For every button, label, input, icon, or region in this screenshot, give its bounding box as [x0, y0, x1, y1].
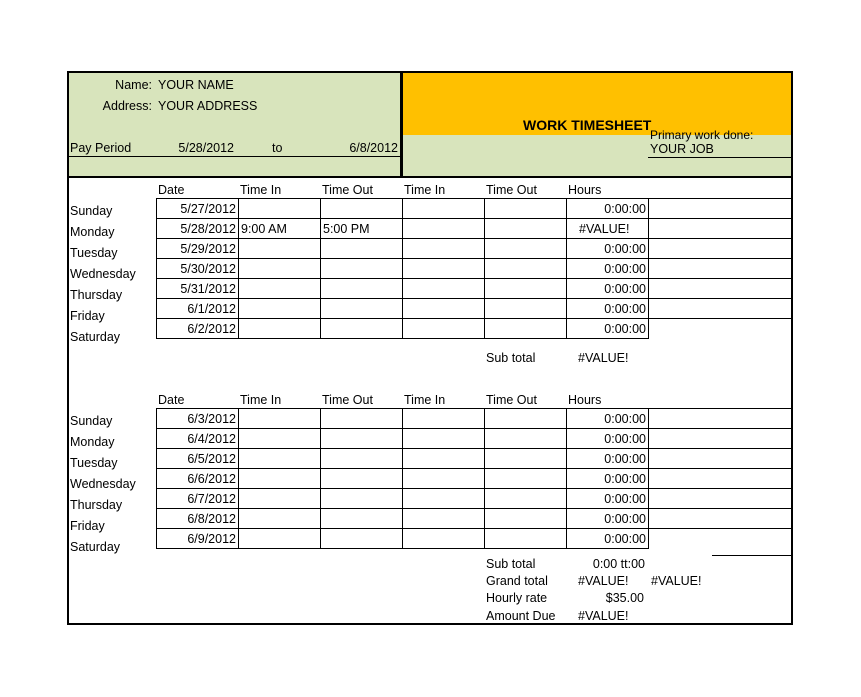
- pay-period-label: Pay Period: [70, 141, 132, 155]
- notes-cell[interactable]: [649, 259, 792, 279]
- notes-cell[interactable]: [649, 409, 792, 429]
- name-label: Name:: [115, 78, 152, 92]
- date-cell[interactable]: 6/5/2012: [157, 449, 239, 469]
- hours-cell[interactable]: 0:00:00: [567, 409, 649, 429]
- time-in-2-cell[interactable]: [403, 259, 485, 279]
- grand-total-value: #VALUE!: [578, 574, 629, 588]
- time-in-cell[interactable]: [239, 259, 321, 279]
- hours-cell[interactable]: 0:00:00: [567, 239, 649, 259]
- hours-cell[interactable]: 0:00:00: [567, 529, 649, 549]
- table-row: [157, 409, 792, 429]
- date-cell[interactable]: 6/3/2012: [157, 409, 239, 429]
- hours-cell[interactable]: 0:00:00: [567, 469, 649, 489]
- hourly-rate-value[interactable]: $35.00: [605, 591, 644, 605]
- time-out-2-cell[interactable]: [485, 489, 567, 509]
- table-row: [157, 449, 792, 469]
- time-out-2-cell[interactable]: [485, 239, 567, 259]
- time-in-cell[interactable]: [239, 489, 321, 509]
- pay-period-end[interactable]: 6/8/2012: [349, 141, 398, 155]
- grand-total-extra: #VALUE!: [651, 574, 702, 588]
- date-cell[interactable]: 5/28/2012: [157, 219, 239, 239]
- hours-cell[interactable]: 0:00:00: [567, 429, 649, 449]
- week1-table: [156, 198, 792, 339]
- hours-cell[interactable]: 0:00:00: [567, 319, 649, 339]
- day-label: Wednesday: [70, 267, 136, 281]
- hours-cell[interactable]: 0:00:00: [567, 279, 649, 299]
- row-rule: [712, 555, 791, 556]
- time-out-2-cell[interactable]: [485, 219, 567, 239]
- time-out-cell[interactable]: [321, 449, 403, 469]
- notes-cell[interactable]: [649, 199, 792, 219]
- day-label: Sunday: [70, 204, 113, 218]
- col-hours-header: Hours: [568, 183, 602, 197]
- hours-cell[interactable]: #VALUE!: [567, 219, 649, 239]
- time-out-cell[interactable]: [321, 259, 403, 279]
- notes-cell[interactable]: [649, 509, 792, 529]
- table-row: [157, 489, 792, 509]
- hourly-rate-label: Hourly rate: [486, 591, 548, 605]
- address-field[interactable]: YOUR ADDRESS: [158, 99, 258, 113]
- col-time-in-header: Time In: [240, 183, 282, 197]
- day-label: Monday: [70, 435, 115, 449]
- time-in-2-cell[interactable]: [403, 529, 485, 549]
- col-time-out-2-header: Time Out: [486, 183, 537, 197]
- time-in-2-cell[interactable]: [403, 299, 485, 319]
- hours-cell[interactable]: 0:00:00: [567, 299, 649, 319]
- hours-cell[interactable]: 0:00:00: [567, 259, 649, 279]
- table-row: [157, 469, 792, 489]
- col-time-in-header: Time In: [240, 393, 282, 407]
- time-out-2-cell[interactable]: [485, 279, 567, 299]
- date-cell[interactable]: 5/27/2012: [157, 199, 239, 219]
- hours-cell[interactable]: 0:00:00: [567, 489, 649, 509]
- time-out-2-cell[interactable]: [485, 469, 567, 489]
- table-row: [157, 319, 792, 339]
- day-label: Saturday: [70, 330, 121, 344]
- notes-cell[interactable]: [649, 489, 792, 509]
- amount-due-value: #VALUE!: [578, 609, 629, 623]
- notes-cell[interactable]: [649, 279, 792, 299]
- hours-cell[interactable]: 0:00:00: [567, 449, 649, 469]
- time-in-cell[interactable]: [239, 319, 321, 339]
- week2-table: [156, 408, 792, 549]
- date-cell[interactable]: 5/29/2012: [157, 239, 239, 259]
- time-out-cell[interactable]: [321, 239, 403, 259]
- date-cell[interactable]: 6/7/2012: [157, 489, 239, 509]
- week1-subtotal-label: Sub total: [486, 351, 536, 365]
- time-out-2-cell[interactable]: [485, 509, 567, 529]
- time-out-cell[interactable]: [321, 199, 403, 219]
- day-label: Thursday: [70, 288, 123, 302]
- date-cell[interactable]: 6/1/2012: [157, 299, 239, 319]
- pay-period-start[interactable]: 5/28/2012: [178, 141, 234, 155]
- time-in-2-cell[interactable]: [403, 429, 485, 449]
- time-out-2-cell[interactable]: [485, 409, 567, 429]
- week2-subtotal-value: 0:00 tt:00: [592, 557, 645, 571]
- job-underline: [648, 157, 791, 158]
- time-out-2-cell[interactable]: [485, 429, 567, 449]
- date-cell[interactable]: 5/31/2012: [157, 279, 239, 299]
- day-label: Monday: [70, 225, 115, 239]
- day-label: Wednesday: [70, 477, 136, 491]
- table-row: [157, 199, 792, 219]
- week1-subtotal-value: #VALUE!: [578, 351, 629, 365]
- table-row: [157, 529, 792, 549]
- time-in-cell[interactable]: [239, 239, 321, 259]
- notes-cell[interactable]: [649, 469, 792, 489]
- time-in-cell[interactable]: [239, 279, 321, 299]
- col-time-out-header: Time Out: [322, 393, 373, 407]
- time-in-cell[interactable]: [239, 199, 321, 219]
- time-out-cell[interactable]: [321, 469, 403, 489]
- date-cell[interactable]: 6/4/2012: [157, 429, 239, 449]
- time-in-2-cell[interactable]: [403, 469, 485, 489]
- time-out-2-cell[interactable]: [485, 299, 567, 319]
- col-hours-header: Hours: [568, 393, 602, 407]
- col-time-out-2-header: Time Out: [486, 393, 537, 407]
- date-cell[interactable]: 5/30/2012: [157, 259, 239, 279]
- table-row: [157, 279, 792, 299]
- time-in-2-cell[interactable]: [403, 279, 485, 299]
- time-in-cell[interactable]: [239, 509, 321, 529]
- date-cell[interactable]: 6/9/2012: [157, 529, 239, 549]
- header-bottom-border: [69, 176, 791, 178]
- day-label: Saturday: [70, 540, 121, 554]
- page-title: WORK TIMESHEET: [523, 117, 652, 133]
- hours-cell[interactable]: 0:00:00: [567, 199, 649, 219]
- name-field[interactable]: YOUR NAME: [158, 78, 234, 92]
- time-in-2-cell[interactable]: [403, 489, 485, 509]
- pay-period-to-label: to: [272, 141, 283, 155]
- time-out-2-cell[interactable]: [485, 319, 567, 339]
- time-in-cell[interactable]: [239, 449, 321, 469]
- day-label: Friday: [70, 309, 105, 323]
- primary-work-field[interactable]: YOUR JOB: [650, 142, 714, 156]
- table-row: [157, 509, 792, 529]
- notes-cell[interactable]: [649, 529, 792, 549]
- date-cell[interactable]: 6/2/2012: [157, 319, 239, 339]
- date-cell[interactable]: 6/6/2012: [157, 469, 239, 489]
- table-row: [157, 239, 792, 259]
- time-out-2-cell[interactable]: [485, 449, 567, 469]
- time-in-2-cell[interactable]: [403, 199, 485, 219]
- time-out-2-cell[interactable]: [485, 529, 567, 549]
- day-label: Tuesday: [70, 456, 118, 470]
- time-in-cell[interactable]: [239, 529, 321, 549]
- notes-cell[interactable]: [649, 429, 792, 449]
- col-time-out-header: Time Out: [322, 183, 373, 197]
- table-row: [157, 259, 792, 279]
- time-out-cell[interactable]: [321, 299, 403, 319]
- time-in-cell[interactable]: 9:00 AM: [239, 219, 321, 239]
- pay-period-underline: [69, 156, 400, 157]
- time-in-2-cell[interactable]: [403, 219, 485, 239]
- notes-cell[interactable]: [649, 319, 792, 339]
- time-in-cell[interactable]: [239, 429, 321, 449]
- time-in-2-cell[interactable]: [403, 409, 485, 429]
- day-label: Sunday: [70, 414, 113, 428]
- time-in-2-cell[interactable]: [403, 319, 485, 339]
- col-date-header: Date: [158, 183, 185, 197]
- time-in-2-cell[interactable]: [403, 449, 485, 469]
- date-cell[interactable]: 6/8/2012: [157, 509, 239, 529]
- header-divider: [400, 73, 403, 178]
- notes-cell[interactable]: [649, 449, 792, 469]
- time-in-cell[interactable]: [239, 469, 321, 489]
- notes-cell[interactable]: [649, 219, 792, 239]
- col-date-header: Date: [158, 393, 185, 407]
- time-in-cell[interactable]: [239, 409, 321, 429]
- time-out-cell[interactable]: [321, 529, 403, 549]
- time-out-2-cell[interactable]: [485, 199, 567, 219]
- address-label: Address:: [102, 99, 152, 113]
- notes-cell[interactable]: [649, 299, 792, 319]
- table-row: [157, 299, 792, 319]
- amount-due-label: Amount Due: [486, 609, 556, 623]
- grand-total-label: Grand total: [486, 574, 548, 588]
- primary-work-label: Primary work done:: [650, 128, 754, 142]
- notes-cell[interactable]: [649, 239, 792, 259]
- day-label: Tuesday: [70, 246, 118, 260]
- time-out-cell[interactable]: [321, 319, 403, 339]
- time-in-2-cell[interactable]: [403, 509, 485, 529]
- day-label: Friday: [70, 519, 105, 533]
- col-time-in-2-header: Time In: [404, 393, 446, 407]
- col-time-in-2-header: Time In: [404, 183, 446, 197]
- time-out-cell[interactable]: 5:00 PM: [321, 219, 403, 239]
- time-out-cell[interactable]: [321, 509, 403, 529]
- time-in-cell[interactable]: [239, 299, 321, 319]
- week2-subtotal-label: Sub total: [486, 557, 536, 571]
- day-label: Thursday: [70, 498, 123, 512]
- table-row: [157, 429, 792, 449]
- time-out-cell[interactable]: [321, 409, 403, 429]
- time-in-2-cell[interactable]: [403, 239, 485, 259]
- time-out-2-cell[interactable]: [485, 259, 567, 279]
- hours-cell[interactable]: 0:00:00: [567, 509, 649, 529]
- table-row: [157, 219, 792, 239]
- time-out-cell[interactable]: [321, 489, 403, 509]
- time-out-cell[interactable]: [321, 279, 403, 299]
- time-out-cell[interactable]: [321, 429, 403, 449]
